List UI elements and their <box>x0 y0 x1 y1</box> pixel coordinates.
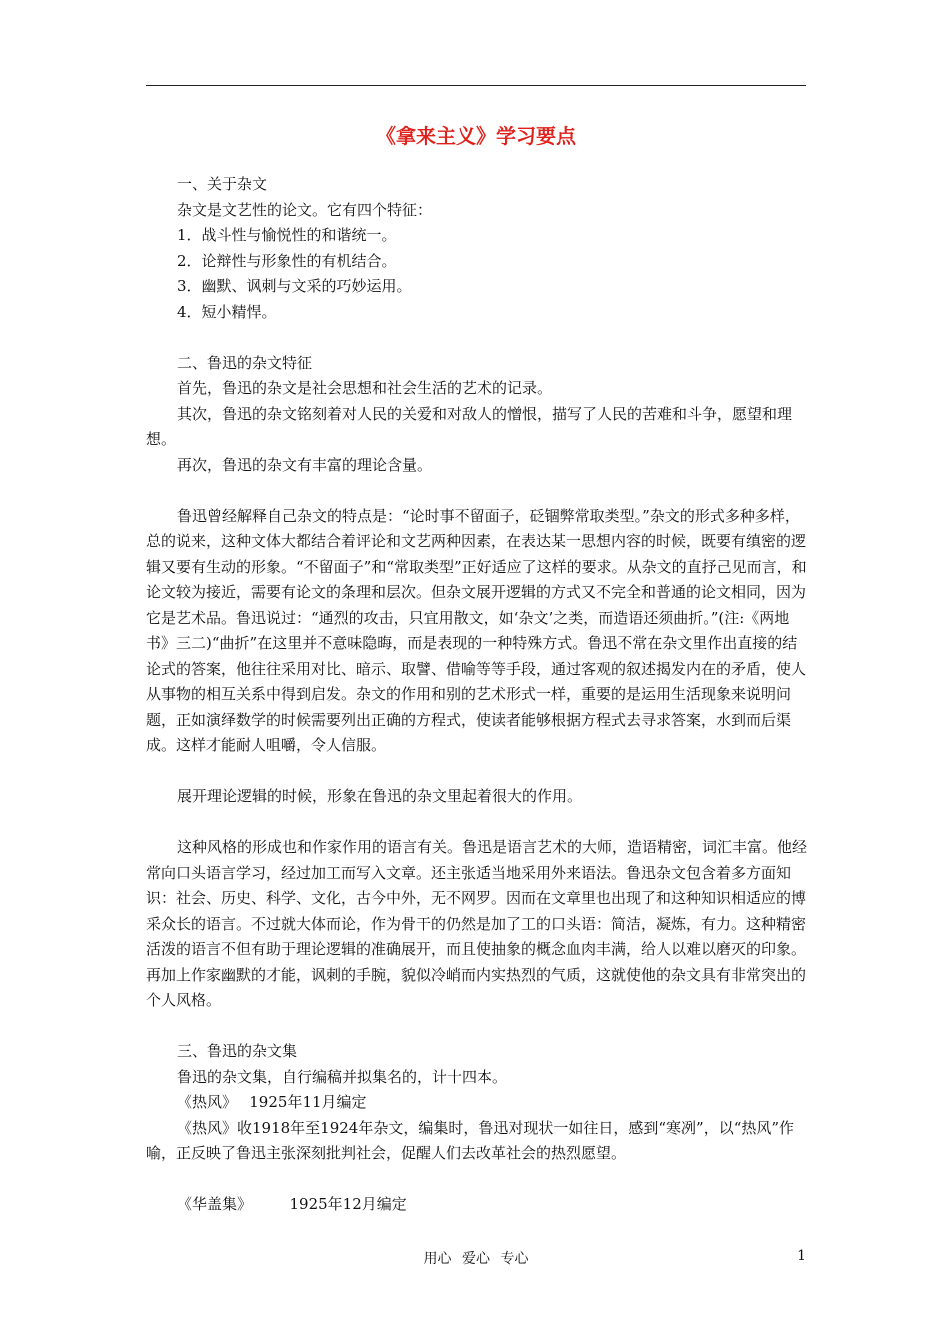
list-item: 1．战斗性与愉悦性的和谐统一。 <box>177 226 397 244</box>
paragraph: 其次，鲁迅的杂文铭刻着对人民的关爱和对敌人的憎恨，描写了人民的苦难和斗争，愿望和理想。 <box>146 404 793 448</box>
paragraph: 展开理论逻辑的时候，形象在鲁迅的杂文里起着很大的作用。 <box>177 787 583 805</box>
book-entry: 《华盖集》 1925年12月编定 <box>177 1195 407 1213</box>
section-1-intro: 杂文是文艺性的论文。它有四个特征： <box>177 200 433 219</box>
section-2-heading: 二、鲁迅的杂文特征 <box>177 353 313 372</box>
list-item: 4．短小精悍。 <box>177 302 277 321</box>
paragraph: 这种风格的形成也和作家作用的语言有关。鲁迅是语言艺术的大师，造语精密，词汇丰富。他经常向口头语言学习，经过加工而写入文章。还主张适当地采用外来语法。鲁迅杂文包含着多方面知识：社会、历史、科学、文化，古今中外，无不网罗。因而在文章里也出现了和这种知识相适应的博采众长的语言。不过就大体而论，作为骨干的仍然是加了工的口头语：简洁，凝炼，有力。这种精密活泼的语言不但有助于理论逻辑的准确展开，而且使抽象的概念血肉丰满，给人以难以磨灭的印象。再加上作家幽默的才能，讽刺的手腕，貌似冷峭而内实热烈的气质，这就使他的杂文具有非常突出的个人风格。 <box>146 838 808 1009</box>
document-body <box>146 172 808 1218</box>
book-description: 《热风》收1918年至1924年杂文，编集时，鲁迅对现状一如往日，感到“寒冽”，以“热风”作喻，正反映了鲁迅主张深刻批判社会，促醒人们去改革社会的热烈愿望。 <box>146 1118 795 1162</box>
header-rule <box>146 85 806 86</box>
section-3-intro: 鲁迅的杂文集，自行编稿并拟集名的，计十四本。 <box>177 1067 508 1086</box>
paragraph: 鲁迅曾经解释自己杂文的特点是：“论时事不留面子，砭锢弊常取类型。”杂文的形式多种多样，总的说来，这种文体大都结合着评论和文艺两种因素，在表达某一思想内容的时候，既要有缜密的逻辑又要有生动的形象。“不留面子”和“常取类型”正好适应了这样的要求。从杂文的直抒己见而言，和论文较为接近，需要有论文的条理和层次。但杂文展开逻辑的方式又不完全和普通的论文相同，因为它是艺术品。鲁迅说过：“通烈的攻击，只宜用散文，如‘杂文’之类，而造语还须曲折。”(注:《两地书》三二)“曲折”在这里并不意味隐晦，而是表现的一种特殊方式。鲁迅不常在杂文里作出直接的结论式的答案，他往往采用对比、暗示、取譬、借喻等等手段，通过客观的叙述揭发内在的矛盾，使人从事物的相互关系中得到启发。杂文的作用和别的艺术形式一样，重要的是运用生活现象来说明问题，正如演绎数学的时候需要列出正确的方程式，使读者能够根据方程式去寻求答案，水到而后渠成。这样才能耐人咀嚼，令人信服。 <box>146 506 807 754</box>
section-3-heading: 三、鲁迅的杂文集 <box>177 1042 298 1060</box>
paragraph: 再次，鲁迅的杂文有丰富的理论含量。 <box>177 455 433 474</box>
paragraph: 首先，鲁迅的杂文是社会思想和社会生活的艺术的记录。 <box>177 379 553 397</box>
page-number: 1 <box>797 1248 806 1264</box>
list-item: 2．论辩性与形象性的有机结合。 <box>177 251 397 270</box>
footer-motto: 用心 爱心 专心 <box>423 1251 529 1267</box>
list-item: 3．幽默、讽刺与文采的巧妙运用。 <box>177 277 412 295</box>
page-title: 《拿来主义》学习要点 <box>376 124 576 148</box>
book-entry: 《热风》 1925年11月编定 <box>177 1093 367 1111</box>
section-1-heading: 一、关于杂文 <box>177 175 268 193</box>
